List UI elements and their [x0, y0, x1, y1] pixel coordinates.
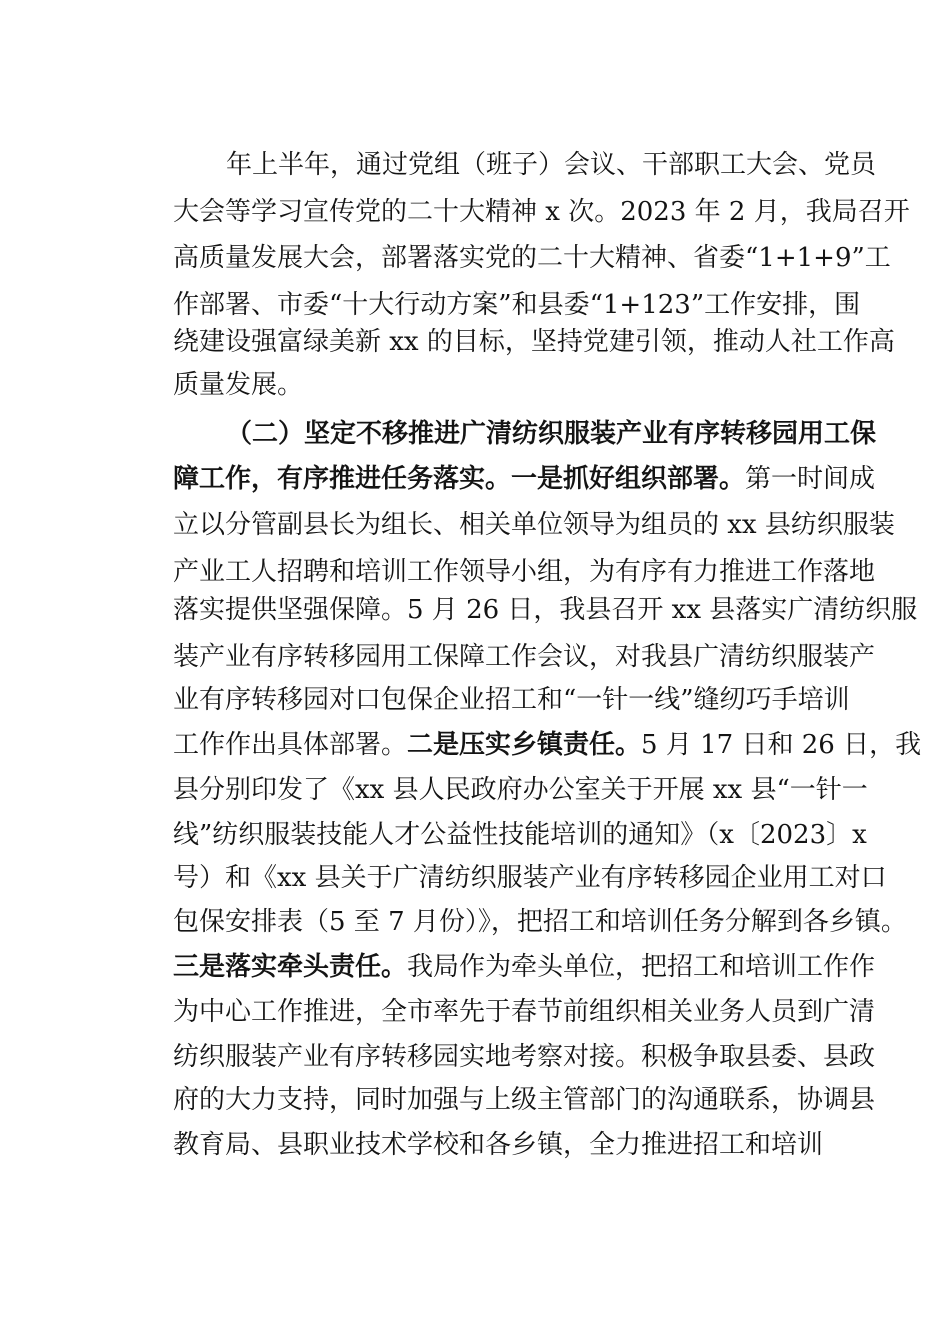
paragraph2-line-14: 为中心工作推进，全市率先于春节前组织相关业务人员到广清: [173, 997, 876, 1027]
paragraph2-line-4: 产业工人招聘和培训工作领导小组，为有序有力推进工作落地: [173, 557, 876, 587]
paragraph2-line-12: 包保安排表（5 至 7 月份）》，把招工和培训任务分解到各乡镇。: [173, 907, 907, 937]
paragraph2-line-8: [173, 725, 921, 765]
paragraph1-line-3: 高质量发展大会，部署落实党的二十大精神、省委“1+1+9”工: [173, 243, 891, 273]
paragraph1-line-5: 绕建设强富绿美新 xx 的目标，坚持党建引领，推动人社工作高: [173, 327, 895, 357]
paragraph2-line-6: 装产业有序转移园用工保障工作会议，对我县广清纺织服装产: [173, 642, 876, 672]
paragraph2-line-9: 县分别印发了《xx 县人民政府办公室关于开展 xx 县“一针一: [173, 775, 868, 805]
paragraph2-line-7: 业有序转移园对口包保企业招工和“一针一线”缝纫巧手培训: [173, 685, 850, 715]
paragraph2-line-10: 线”纺织服装技能人才公益性技能培训的通知》（x〔2023〕x: [173, 820, 867, 850]
paragraph2-line-8-bold: 二是压实乡镇责任。: [407, 730, 642, 760]
paragraph2-line-16: 府的大力支持，同时加强与上级主管部门的沟通联系，协调县: [173, 1085, 876, 1115]
paragraph2-line-15: 纺织服装产业有序转移园实地考察对接。积极争取县委、县政: [173, 1042, 876, 1072]
paragraph1-line-1: 年上半年，通过党组（班子）会议、干部职工大会、党员: [226, 150, 877, 180]
paragraph2-line-13-bold: 三是落实牵头责任。: [173, 952, 408, 982]
paragraph2-line-2-normal: 第一时间成: [745, 464, 876, 494]
paragraph2-line-17: 教育局、县职业技术学校和各乡镇，全力推进招工和培训: [173, 1130, 824, 1160]
paragraph2-line-2-bold: 障工作，有序推进任务落实。一是抓好组织部署。: [173, 464, 746, 494]
paragraph2-line-8-tail: 5 月 17 日和 26 日，我: [641, 730, 922, 760]
paragraph2-line-5: 落实提供坚强保障。5 月 26 日，我县召开 xx 县落实广清纺织服: [173, 595, 918, 625]
paragraph1-line-4: 作部署、市委“十大行动方案”和县委“1+123”工作安排，围: [173, 290, 861, 320]
paragraph2-line-3: 立以分管副县长为组长、相关单位领导为组员的 xx 县纺织服装: [173, 510, 895, 540]
paragraph1-line-6: 质量发展。: [173, 370, 304, 400]
paragraph2-line-8-normal: 工作作出具体部署。: [173, 730, 408, 760]
paragraph1-line-2: 大会等学习宣传党的二十大精神 x 次。2023 年 2 月，我局召开: [173, 197, 910, 227]
paragraph2-line-13: [173, 947, 875, 987]
paragraph2-line-2: [173, 459, 875, 499]
paragraph2-line-11: 号）和《xx 县关于广清纺织服装产业有序转移园企业用工对口: [173, 863, 887, 893]
paragraph2-heading-line: （二）坚定不移推进广清纺织服装产业有序转移园用工保: [226, 419, 877, 449]
paragraph2-line-13-normal: 我局作为牵头单位，把招工和培训工作作: [407, 952, 876, 982]
